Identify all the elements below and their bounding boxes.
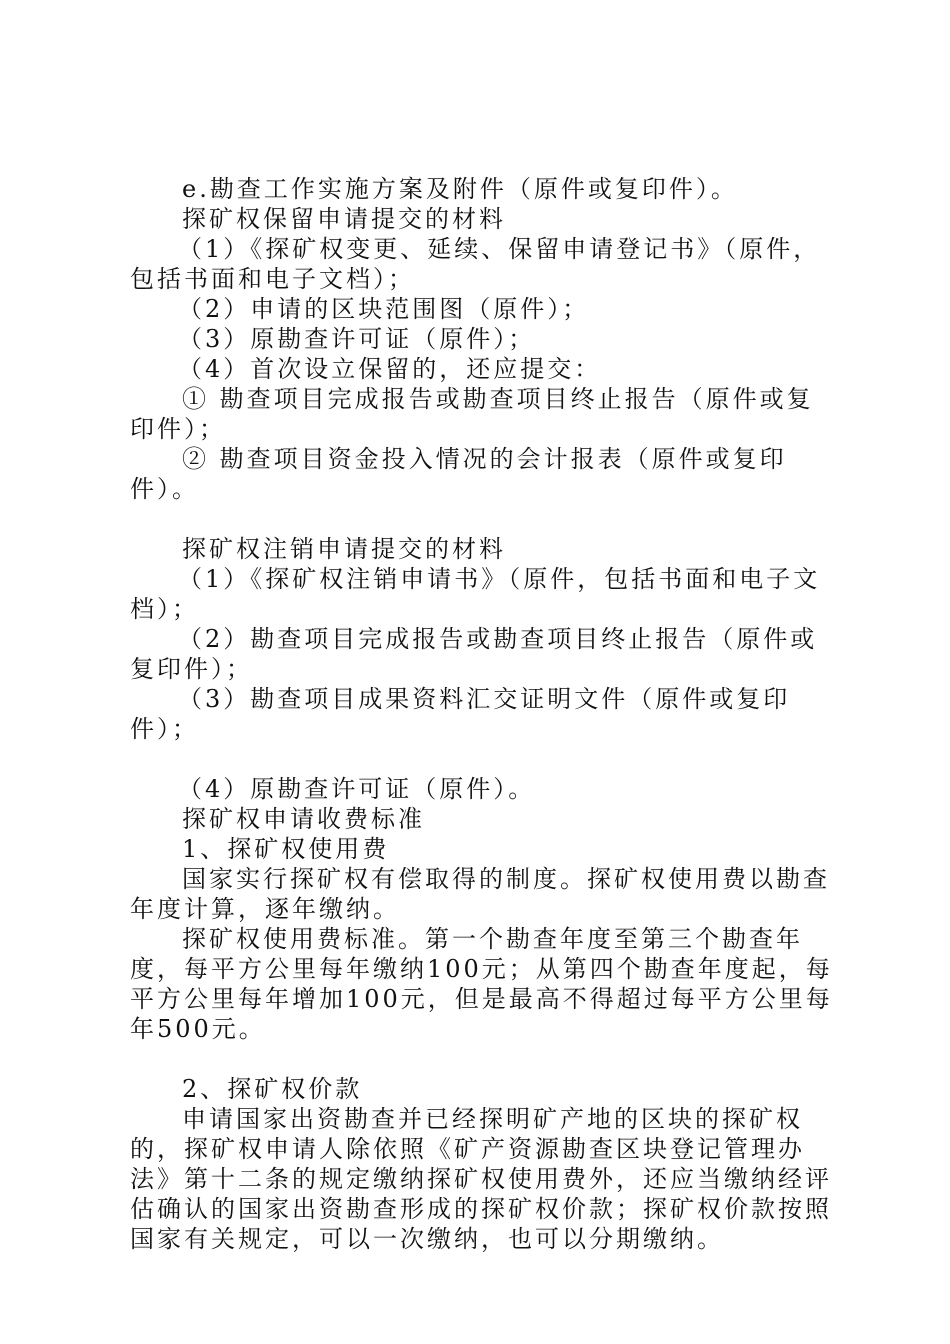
section-heading: 探矿权申请收费标准 [182,805,425,833]
paragraph: 国家实行探矿权有偿取得的制度。探矿权使用费以勘查年度计算，逐年缴纳。 [130,865,830,923]
sub-list-item: ② 勘查项目资金投入情况的会计报表（原件或复印件）。 [130,445,787,503]
section-heading: 探矿权注销申请提交的材料 [182,535,506,563]
subsection-heading: 1、探矿权使用费 [182,835,390,863]
list-item: （2）申请的区块范围图（原件）； [178,295,590,323]
list-item: （1）《探矿权注销申请书》（原件，包括书面和电子文档）； [130,565,821,623]
list-item: （3）原勘查许可证（原件）； [178,325,536,353]
paragraph: 探矿权使用费标准。第一个勘查年度至第三个勘查年度，每平方公里每年缴纳100元；从第四个勘查年度起，每平方公里每年增加100元，但是最高不得超过每平方公里每年500元。 [130,925,833,1043]
paragraph: 申请国家出资勘查并已经探明矿产地的区块的探矿权的，探矿权申请人除依照《矿产资源勘查区块登记管理办法》第十二条的规定缴纳探矿权使用费外，还应当缴纳经评估确认的国家出资勘查形成的探矿权价款；探矿权价款按照国家有关规定，可以一次缴纳，也可以分期缴纳。 [130,1105,832,1253]
section-heading: 探矿权保留申请提交的材料 [182,205,506,233]
list-item: （2）勘查项目完成报告或勘查项目终止报告（原件或复印件）； [130,625,818,683]
list-item: （4）首次设立保留的，还应提交： [178,355,602,383]
subsection-heading: 2、探矿权价款 [182,1075,363,1103]
document-body [130,174,835,1254]
sub-list-item: ① 勘查项目完成报告或勘查项目终止报告（原件或复印件）； [130,385,814,443]
list-item: （3）勘查项目成果资料汇交证明文件（原件或复印件）； [130,685,791,743]
list-item: （4）原勘查许可证（原件）。 [178,775,536,803]
paragraph: e.勘查工作实施方案及附件（原件或复印件）。 [182,175,738,203]
list-item: （1）《探矿权变更、延续、保留申请登记书》（原件，包括书面和电子文档）； [130,235,821,293]
